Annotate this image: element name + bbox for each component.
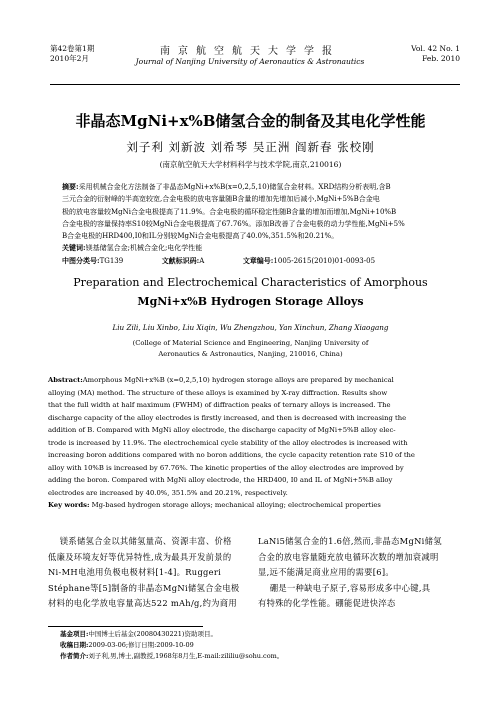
abstract-en-line: Amorphous MgNi+x%B (x=0,2,5,10) hydrogen storage alloys are prepared by mechanical [82,376,394,384]
journal-title-en: Journal of Nanjing University of Aeronautics & Astronautics [135,57,365,66]
authors-en: Liu Zili, Liu Xinbo, Liu Xiqin, Wu Zhengzhou, Yan Xinchun, Zhang Xiaogang [112,323,389,332]
paper-title-en-line1: Preparation and Electrochemical Characteristics of Amorphous [73,276,428,289]
body-line: Ni-MH电池用负极电极材料[1-4]。Ruggeri [48,567,222,578]
journal-issue-right [411,44,460,64]
keywords-cn-label: 关键词: [62,243,86,253]
footnotes [60,629,460,662]
body-line: 镁系储氢合金以其储氢量高、资源丰富、价格 [48,536,232,546]
date-en: Feb. 2010 [422,54,460,63]
paper-title-en-line2: MgNi+x%B Hydrogen Storage Alloys [137,295,364,308]
body-column-right [258,534,460,612]
doc-code: A [199,256,205,265]
journal-issue-left [50,44,94,64]
body-line: LaNi5储氢合金的1.6倍,然而,非晶态MgNi储氢 [258,536,442,546]
abstract-en-line: alloy with 10%B is increased by 67.76%. The kinetic properties of the alloy electrodes are improved by [48,463,404,472]
abstract-en-label: Abstract: [48,376,83,384]
abstract-cn-line: 合金电极的容量保持率S10较MgNi合金电极提高了67.76%。添加B改善了合金电极的动力学性能,MgNi+5% [62,219,405,228]
article-id: 1005-2615(2010)01-0093-05 [273,256,376,265]
abstract-en-line: alloying (MA) method. The structure of these alloys is examined by X-ray diffraction. Results show [48,388,388,397]
abstract-cn-line: 极的放电容量较MgNi合金电极提高了11.9%。合金电极的循环稳定性随B含量的增加而增加,MgNi+10%B [62,207,397,216]
body-line: 低廉及环境友好等优异特性,成为最具开发前景的 [48,551,232,562]
abstract-cn-label: 摘要: [62,182,79,191]
footnote-label: 作者简介: [60,652,89,660]
journal-title-cn: 南京航空航天大学学报 [160,46,340,57]
affiliation-en-line1: (College of Material Science and Engineering, Nanjing University of [132,339,369,347]
volume-issue-cn: 第42卷第1期 [50,44,95,53]
keywords-en: Mg-based hydrogen storage alloys; mechanical alloying; electrochemical properties [91,501,381,509]
body-line: 合金的放电容量随充放电循环次数的增加衰减明 [258,551,439,562]
affiliation-en-line2: Aeronautics & Astronautics, Nanjing, 210016, China) [158,350,343,358]
body-column-left [48,534,248,612]
abstract-en-line: increasing boron additions compared with no boron additions, the cycle capacity retention rate S10 of the [48,451,415,459]
footnote-label: 收稿日期: [60,641,89,649]
abstract-cn [62,181,442,267]
abstract-en-line: addition of B. Compared with MgNi alloy electrode, the discharge capacity of MgNi+5%B alloy elec- [48,426,396,434]
volume-issue-en: Vol. 42 No. 1 [411,44,460,53]
authors-cn: 刘子利 刘新波 刘希琴 吴正洲 阎新春 张校刚 [126,140,375,154]
abstract-cn-line: 采用机械合金化方法制备了非晶态MgNi+x%B(x=0,2,5,10)储氢合金材料。XRD结构分析表明,含B [78,183,391,191]
footnote-author: 刘子利,男,博士,副教授,1968年8月生,E-mail:zililiu@sohu.com。 [88,652,284,660]
abstract-en-line: that the full width at half maximum (FWHM) of diffraction peaks of ternary alloys is increased. The [48,401,391,409]
clc-number: TG139 [99,256,124,265]
footnote-received: 2009-03-06;修订日期:2009-10-09 [88,641,194,649]
abstract-en-line: electrodes are increased by 40.0%, 351.5% and 20.21%, respectively. [48,488,288,497]
clc-label: 中图分类号: [62,255,100,265]
keywords-en-label: Key words: [48,501,90,509]
footnote-funding: 中国博士后基金(20080430221)资助项目。 [88,630,217,638]
footnote-label: 基金项目: [60,630,89,638]
abstract-en-line: discharge capacity of the alloy electrodes is firstly increased, and then is decreased with increasing the [48,413,407,422]
affiliation-cn: (南京航空航天大学材料科学与技术学院,南京,210016) [159,160,342,169]
affiliation-en [0,338,501,360]
abstract-cn-line: 三元合金的衍射峰的半高宽较宽,合金电极的放电容量随B含量的增加先增加后减小,MgNi+5%B合金电 [62,195,380,204]
body-line: 材料的电化学放电容量高达522 mAh/g,约为商用 [48,598,237,609]
paper-title-en [0,273,501,311]
article-id-label: 文章编号: [242,255,274,265]
keywords-cn: 镁基储氢合金;机械合金化;电化学性能 [85,244,203,253]
footnote-rule [48,626,203,627]
paper-title-cn: 非晶态MgNi+x%B储氢合金的制备及其电化学性能 [75,112,426,130]
abstract-en-line: trode is increased by 11.9%. The electrochemical cycle stability of the alloy electrodes is increased with [48,438,408,447]
abstract-en-line: adding the boron. Compared with MgNi alloy electrode, the HRD400, I0 and IL of MgNi+5%B alloy [48,476,393,484]
abstract-cn-line: B合金电极的HRD400,I0和IL分别较MgNi合金电极提高了40.0%,351.5%和20.21%。 [62,232,339,241]
classification-line [62,255,442,267]
header-rule [50,84,460,85]
body-line: 有特殊的化学性能。硼能促进快淬态 [258,598,396,609]
body-line: 硼是一种缺电子原子,容易形成多中心键,具 [258,582,431,593]
body-line: Stéphane等[5]制备的非晶态MgNi储氢合金电极 [48,582,240,593]
date-cn: 2010年2月 [50,54,89,63]
journal-title-block [130,42,370,66]
body-line: 显,远不能满足商业应用的需要[6]。 [258,567,394,578]
abstract-en [48,374,458,512]
doc-code-label: 文献标识码: [161,255,200,265]
